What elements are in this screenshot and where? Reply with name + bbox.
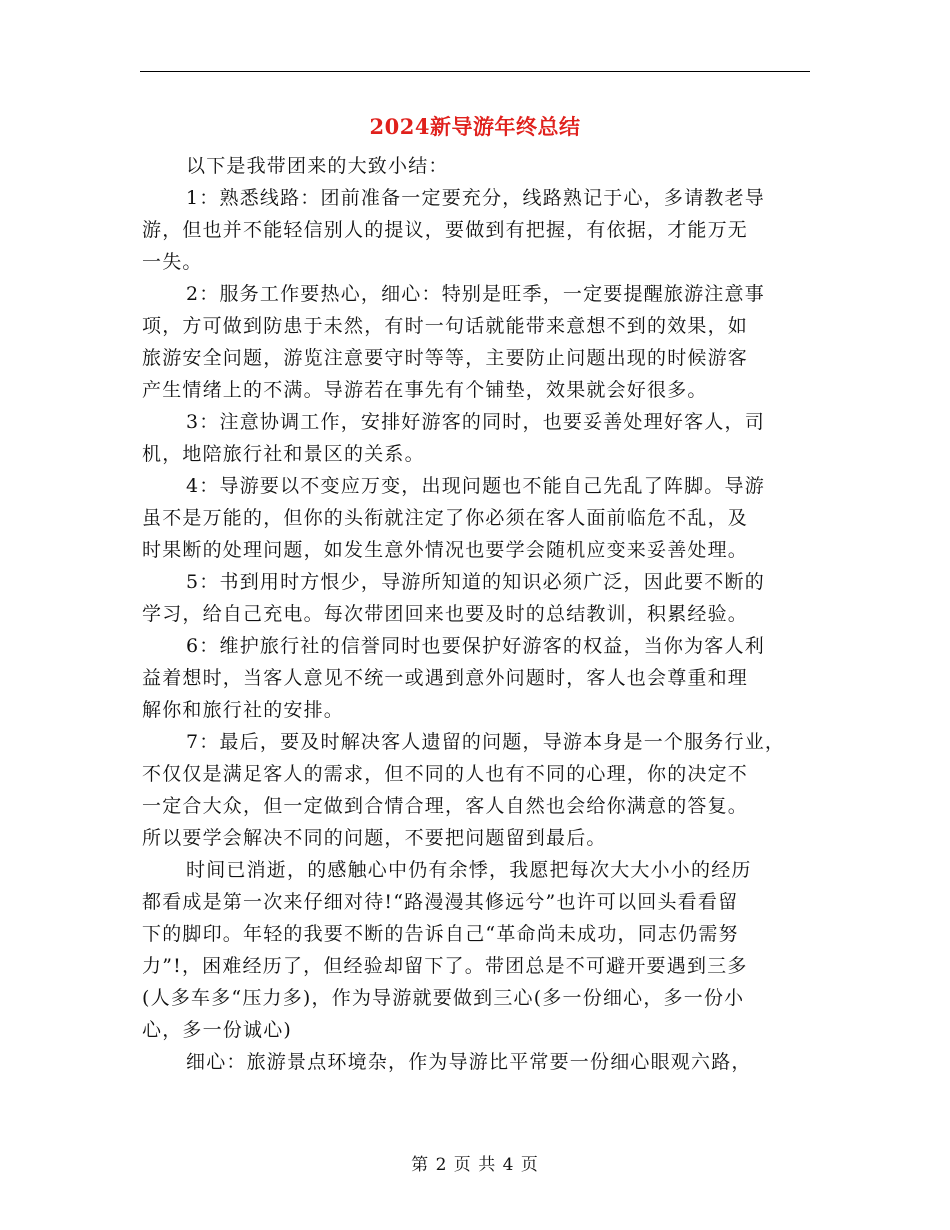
body-line: 2：服务工作要热心，细心：特别是旺季，一定要提醒旅游注意事 (186, 283, 765, 305)
page-footer: 第 2 页 共 4 页 (411, 1155, 539, 1175)
body-line: 益着想时，当客人意见不统一或遇到意外问题时，客人也会尊重和理 (142, 667, 749, 689)
body-line: 学习，给自己充电。每次带团回来也要及时的总结教训，积累经验。 (142, 603, 749, 625)
document-body (142, 150, 810, 1078)
body-line: 解你和旅行社的安排。 (142, 699, 345, 721)
body-line: 7：最后，要及时解决客人遗留的问题，导游本身是一个服务行业， (186, 731, 786, 753)
body-line: 不仅仅是满足客人的需求，但不同的人也有不同的心理，你的决定不 (142, 763, 749, 785)
body-line: 游，但也并不能轻信别人的提议，要做到有把握，有依据，才能万无 (142, 219, 749, 241)
body-line: 细心：旅游景点环境杂，作为导游比平常要一份细心眼观六路， (186, 1051, 752, 1073)
body-line: 心，多一份诚心) (142, 1019, 293, 1041)
body-line: 时果断的处理问题，如发生意外情况也要学会随机应变来妥善处理。 (142, 539, 749, 561)
body-line: 6：维护旅行社的信誉同时也要保护好游客的权益，当你为客人利 (186, 635, 765, 657)
body-line: 都看成是第一次来仔细对待!“路漫漫其修远兮”也许可以回头看看留 (142, 891, 739, 913)
body-line: 5：书到用时方恨少，导游所知道的知识必须广泛，因此要不断的 (186, 571, 765, 593)
body-line: 1：熟悉线路：团前准备一定要充分，线路熟记于心，多请教老导 (186, 187, 765, 209)
body-line: 项，方可做到防患于未然，有时一句话就能带来意想不到的效果，如 (142, 315, 749, 337)
body-line: 虽不是万能的，但你的头衔就注定了你必须在客人面前临危不乱，及 (142, 507, 749, 529)
body-line: 时间已消逝，的感触心中仍有余悸，我愿把每次大大小小的经历 (186, 859, 752, 881)
body-line: 旅游安全问题，游览注意要守时等等，主要防止问题出现的时候游客 (142, 347, 749, 369)
body-line: 下的脚印。年轻的我要不断的告诉自己“革命尚未成功，同志仍需努 (142, 923, 739, 945)
body-line: 一失。 (142, 251, 203, 273)
body-line: 3：注意协调工作，安排好游客的同时，也要妥善处理好客人，司 (186, 411, 765, 433)
body-line: 以下是我带团来的大致小结： (186, 155, 449, 177)
body-line: 产生情绪上的不满。导游若在事先有个铺垫，效果就会好很多。 (142, 379, 708, 401)
body-line: 力”!，困难经历了，但经验却留下了。带团总是不可避开要遇到三多 (142, 955, 748, 977)
document-title: 2024新导游年终总结 (369, 114, 581, 139)
body-line: (人多车多“压力多)，作为导游就要做到三心(多一份细心，多一份小 (142, 987, 745, 1009)
body-line: 所以要学会解决不同的问题，不要把问题留到最后。 (142, 827, 607, 849)
body-line: 一定合大众，但一定做到合情合理，客人自然也会给你满意的答复。 (142, 795, 749, 817)
body-line: 4：导游要以不变应万变，出现问题也不能自己先乱了阵脚。导游 (186, 475, 765, 497)
body-line: 机，地陪旅行社和景区的关系。 (142, 443, 425, 465)
header-rule (140, 71, 810, 72)
